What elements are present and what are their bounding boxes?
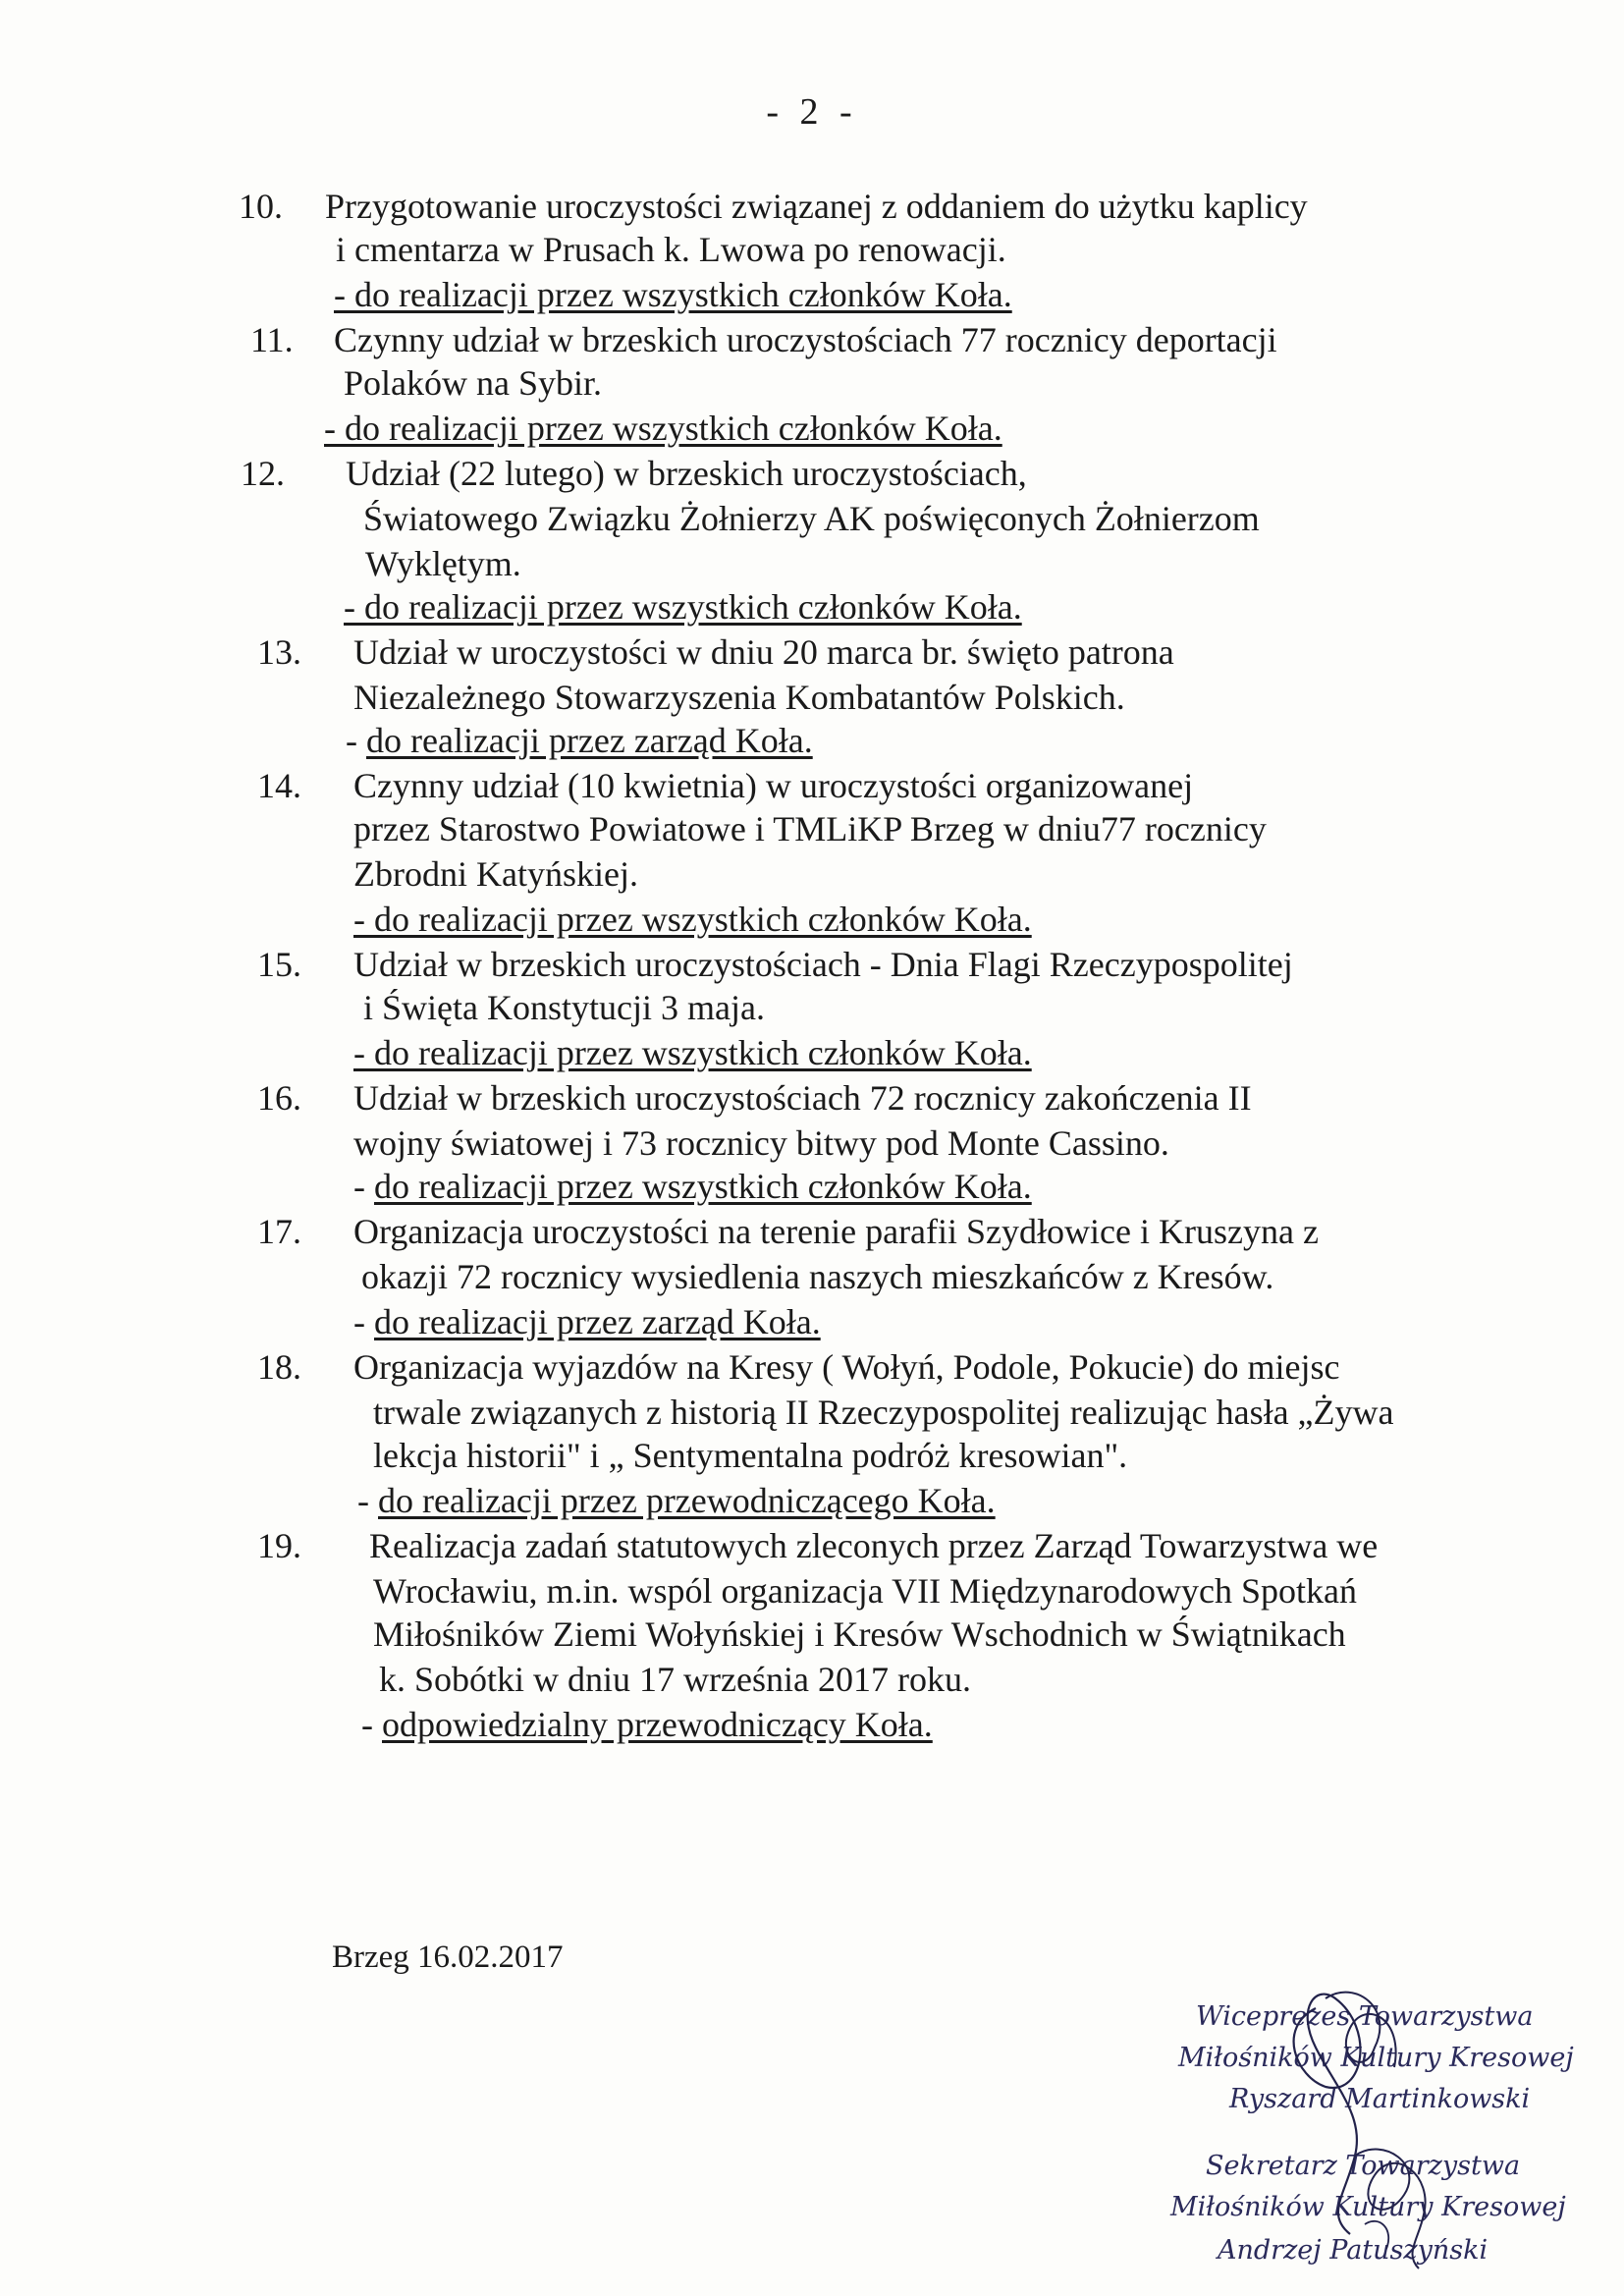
item-text-line: Organizacja wyjazdów na Kresy ( Wołyń, Podole, Pokucie) do miejsc bbox=[353, 1347, 1340, 1387]
item-number: 17. bbox=[257, 1212, 301, 1251]
item-text-line: Wyklętym. bbox=[365, 544, 521, 583]
stamp-line: Andrzej Patuszyński bbox=[1218, 2235, 1489, 2266]
item-text-line: Miłośników Ziemi Wołyńskiej i Kresów Wschodnich w Świątnikach bbox=[373, 1614, 1346, 1654]
item-number: 15. bbox=[257, 945, 301, 984]
item-text-line: i Święta Konstytucji 3 maja. bbox=[363, 988, 765, 1027]
item-number: 16. bbox=[257, 1078, 301, 1118]
item-number: 12. bbox=[241, 454, 285, 493]
resp-text: do realizacji przez zarząd Koła. bbox=[374, 1302, 821, 1341]
resp-prefix: - bbox=[346, 721, 366, 760]
item-text-line: Organizacja uroczystości na terenie parafii Szydłowice i Kruszyna z bbox=[353, 1212, 1319, 1251]
item-text-line: i cmentarza w Prusach k. Lwowa po renowacji. bbox=[336, 230, 1006, 269]
item-responsibility bbox=[353, 1300, 821, 1343]
resp-prefix: - bbox=[361, 1705, 382, 1744]
stamp-line: Wiceprezes Towarzystwa bbox=[1196, 2001, 1534, 2032]
resp-text: do realizacji przez zarząd Koła. bbox=[366, 721, 813, 760]
item-text-line: Przygotowanie uroczystości związanej z oddaniem do użytku kaplicy bbox=[325, 187, 1308, 226]
item-text-line: lekcja historii" i „ Sentymentalna podróż kresowian". bbox=[373, 1436, 1128, 1475]
item-text-line: Udział w uroczystości w dniu 20 marca br. święto patrona bbox=[353, 632, 1174, 672]
item-text-line: Czynny udział w brzeskich uroczystościach 77 rocznicy deportacji bbox=[334, 320, 1277, 359]
item-responsibility bbox=[361, 1703, 933, 1746]
item-text-line: Udział (22 lutego) w brzeskich uroczystościach, bbox=[346, 454, 1027, 493]
item-text-line: Polaków na Sybir. bbox=[344, 363, 603, 403]
item-text-line: Realizacja zadań statutowych zleconych przez Zarząd Towarzystwa we bbox=[369, 1526, 1379, 1565]
item-number: 13. bbox=[257, 632, 301, 672]
handwritten-signature bbox=[1257, 1969, 1512, 2283]
item-responsibility bbox=[353, 1165, 1032, 1208]
place-date: Brzeg 16.02.2017 bbox=[332, 1940, 564, 1975]
item-text-line: Zbrodni Katyńskiej. bbox=[353, 854, 638, 894]
item-responsibility bbox=[357, 1479, 996, 1522]
page-number: - 2 - bbox=[766, 91, 858, 133]
resp-text: do realizacji przez wszystkich członków Koła. bbox=[374, 1167, 1032, 1206]
resp-text: do realizacji przez przewodniczącego Koła. bbox=[378, 1481, 996, 1520]
resp-text: - do realizacji przez wszystkich członków Koła. bbox=[334, 275, 1012, 314]
stamp-line: Sekretarz Towarzystwa bbox=[1206, 2151, 1521, 2181]
item-text-line: Wrocławiu, m.in. wspól organizacja VII Międzynarodowych Spotkań bbox=[373, 1571, 1357, 1611]
item-number: 11. bbox=[250, 320, 294, 359]
stamp-line: Miłośników Kultury Kresowej bbox=[1178, 2043, 1574, 2073]
resp-text: - do realizacji przez wszystkich członków Koła. bbox=[324, 409, 1002, 448]
resp-text: - do realizacji przez wszystkich członków Koła. bbox=[353, 1033, 1032, 1072]
item-responsibility bbox=[353, 1031, 1032, 1074]
item-number: 14. bbox=[257, 766, 301, 805]
item-responsibility bbox=[346, 719, 813, 762]
stamp-line: Miłośników Kultury Kresowej bbox=[1170, 2192, 1566, 2222]
item-responsibility bbox=[353, 898, 1032, 941]
item-text-line: Światowego Związku Żołnierzy AK poświęconych Żołnierzom bbox=[363, 499, 1260, 538]
resp-prefix: - bbox=[357, 1481, 378, 1520]
item-text-line: Niezależnego Stowarzyszenia Kombatantów Polskich. bbox=[353, 678, 1125, 717]
stamp-line: Ryszard Martinkowski bbox=[1229, 2084, 1531, 2114]
resp-text: - do realizacji przez wszystkich członków Koła. bbox=[344, 587, 1022, 627]
item-number: 18. bbox=[257, 1347, 301, 1387]
item-number: 10. bbox=[239, 187, 283, 226]
item-text-line: wojny światowej i 73 rocznicy bitwy pod Monte Cassino. bbox=[353, 1123, 1169, 1163]
item-responsibility bbox=[324, 407, 1002, 450]
resp-prefix: - bbox=[353, 1302, 374, 1341]
item-text-line: okazji 72 rocznicy wysiedlenia naszych mieszkańców z Kresów. bbox=[361, 1257, 1274, 1296]
resp-text: - do realizacji przez wszystkich członków Koła. bbox=[353, 900, 1032, 939]
item-text-line: Czynny udział (10 kwietnia) w uroczystości organizowanej bbox=[353, 766, 1194, 805]
item-text-line: k. Sobótki w dniu 17 września 2017 roku. bbox=[379, 1660, 971, 1699]
item-responsibility bbox=[344, 585, 1022, 629]
item-number: 19. bbox=[257, 1526, 301, 1565]
resp-prefix: - bbox=[353, 1167, 374, 1206]
item-responsibility bbox=[334, 273, 1012, 316]
item-text-line: trwale związanych z historią II Rzeczypospolitej realizując hasła „Żywa bbox=[373, 1393, 1394, 1432]
item-text-line: przez Starostwo Powiatowe i TMLiKP Brzeg w dniu77 rocznicy bbox=[353, 809, 1267, 848]
resp-text: odpowiedzialny przewodniczący Koła. bbox=[382, 1705, 933, 1744]
item-text-line: Udział w brzeskich uroczystościach - Dnia Flagi Rzeczypospolitej bbox=[353, 945, 1293, 984]
item-text-line: Udział w brzeskich uroczystościach 72 rocznicy zakończenia II bbox=[353, 1078, 1252, 1118]
